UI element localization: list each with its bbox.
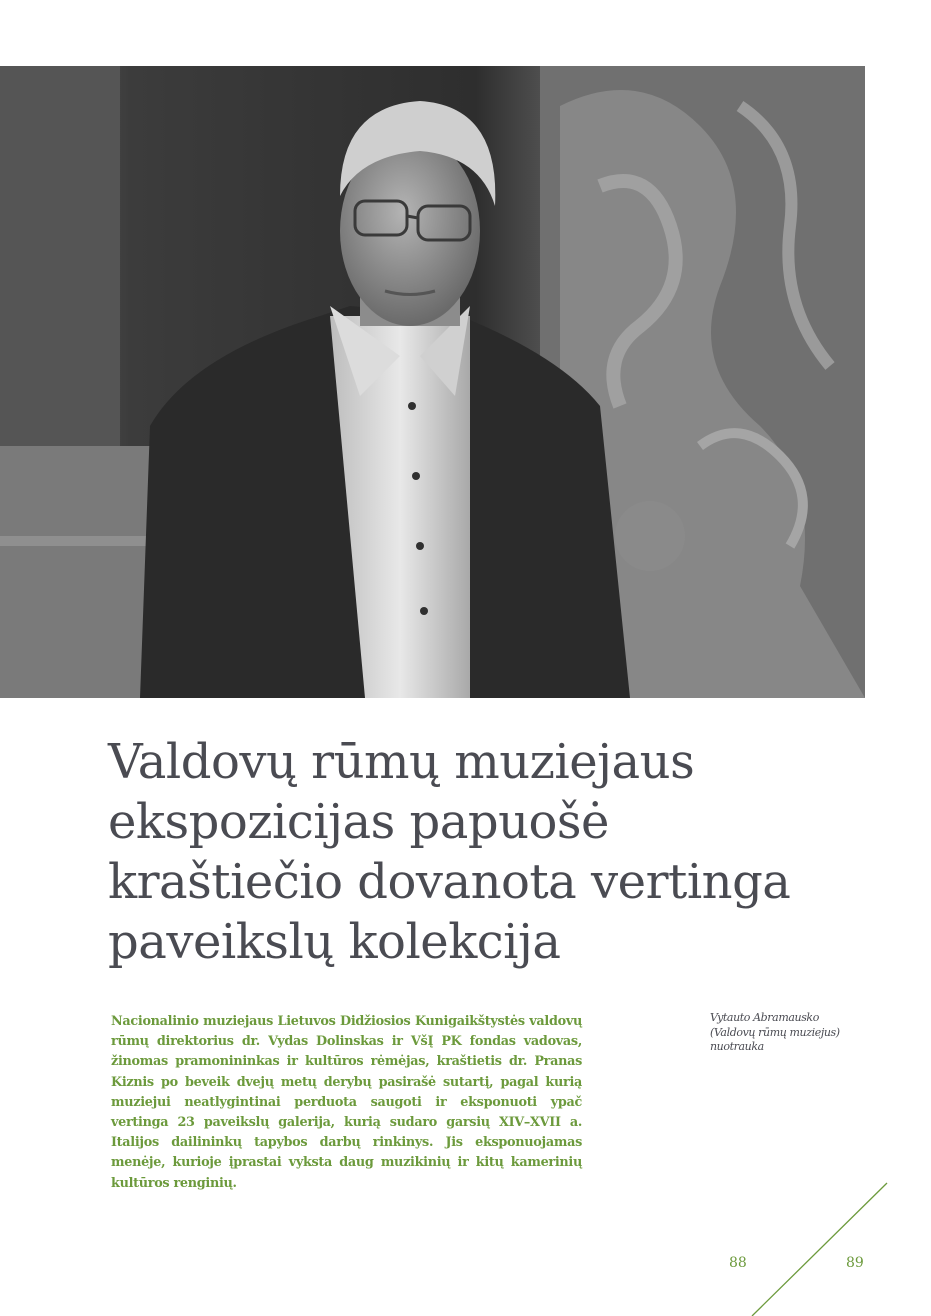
title-line: paveikslų kolekcija [108, 914, 561, 970]
portrait-photo [0, 66, 865, 698]
caption-line: Vytauto Abramausko [710, 1011, 819, 1024]
page-number-left: 88 [729, 1255, 747, 1271]
title-line: kraštiečio dovanota vertinga [108, 854, 791, 910]
photo-credit [710, 1011, 870, 1055]
caption-line: nuotrauka [710, 1040, 764, 1053]
caption-line: (Valdovų rūmų muziejus) [710, 1025, 840, 1039]
title-line: Valdovų rūmų muziejaus [108, 734, 695, 790]
page-number-right: 89 [846, 1255, 864, 1271]
article-title [108, 732, 868, 972]
lead-paragraph: Nacionalinio muziejaus Lietuvos Didžiosios Kunigaikštystės valdovų rūmų direktorius dr. Vydas Dolinskas ir VšĮ PK fondas vadovas, žinomas pramonininkas ir kultūros rėmėjas, kraštietis dr. Pranas Kiznis po beveik dvejų metų derybų pasirašė sutartį, pagal kurią muziejui neatlygintinai perduota saugoti ir eksponuoti ypač vertinga 23 paveikslų galerija, kurią sudaro garsių XIV–XVII a. Italijos dailininkų tapybos darbų rinkinys. Jis eksponuojamas menėje, kurioje įprastai vyksta daug muzikinių ir kitų kamerinių kultūros renginių. [111, 1014, 582, 1191]
title-line: ekspozicijas papuošė [108, 794, 609, 850]
page-divider-line [740, 1180, 890, 1316]
